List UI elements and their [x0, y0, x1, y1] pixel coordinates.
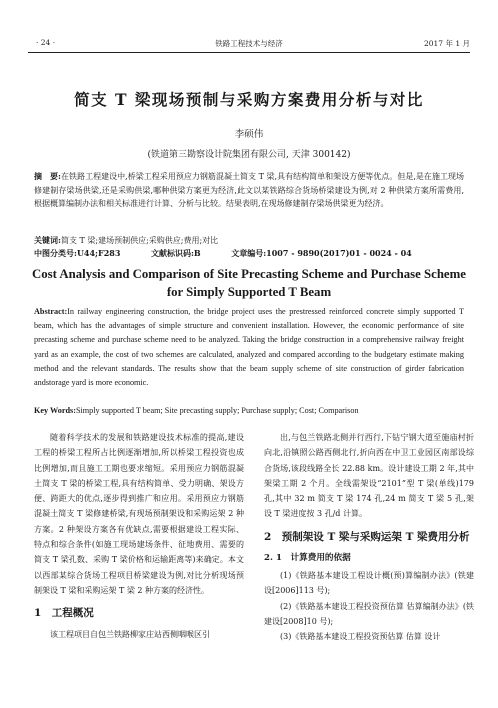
paper-title-cn: 简支 T 梁现场预制与采购方案费用分析与对比 [74, 90, 424, 109]
affiliation: (铁道第三勘察设计院集团有限公司, 天津 300142) [147, 150, 351, 160]
body-right-column [264, 430, 474, 645]
section-2-heading: 2 预制架设 T 梁与采购运架 T 梁费用分析 [264, 530, 470, 543]
keywords-cn-label: 关键词: [34, 235, 61, 245]
paper-title-en: Cost Analysis and Comparison of Site Precasting Scheme and Purchase Scheme for Simply Supported T Beam [32, 267, 466, 299]
abstract-en [34, 305, 464, 390]
abstract-en-label: Abstract: [34, 307, 68, 316]
basis-item: (3)《铁路基本建设工程投资预估算 估算 设计 [280, 632, 441, 642]
header-rule [28, 52, 470, 53]
keywords-en-label: Key Words: [34, 406, 76, 415]
abstract-en-text: In railway engineering construction, the bridge project uses the prestressed reinforced concrete simply supported T beam, which has the advantages of simple structure and convenient installation. However, the economic performance of site precasting scheme and purchase scheme need to be analyzed. Taking the bridge construction in a comprehensive railway freight yard as an example, the cost of two schemes are calculated, analyzed and compared according to the budgetary estimate making method and the relevant standards. The results show that the beam supply scheme of site construction of girder fabrication andstorage yard is more economic. [34, 307, 464, 388]
issue-date: 2017 年 1 月 [423, 39, 470, 48]
author: 李硕伟 [234, 129, 264, 140]
abstract-cn [34, 170, 464, 211]
document-code: 文献标识码:B [150, 248, 201, 258]
article-number: 文章编号:1007 - 9890(2017)01 - 0024 - 04 [231, 248, 412, 258]
body-left-column [34, 430, 244, 643]
intro-paragraph: 随着科学技术的发展和铁路建设技术标准的提高,建设工程的桥梁工程所占比例逐渐增加,所以桥梁工程投资也成比例增加,而且施工工期也要求缩短。采用预应力钢筋混凝土简支 T 梁的桥梁工程,具有结构简单、受力明确、架设方便、跨距大的优点,逐步得到推广和应用。采用预应力钢筋混凝土简支 T 梁修建桥梁,有现场预制架设和采购运架 2 种方案。2 种架设方案各有优缺点,需要根据建设工程实际、特点和综合条件(如施工现场建场条件、征地费用、需要的简支 T 梁孔数、采购 T 梁价格和运输距离等)来确定。本文以西部某综合货场工程项目桥梁建设为例,对比分析现场预制架设 T 梁和采购运架 T 梁 2 种方案的经济性。 [34, 433, 244, 595]
keywords-cn-text: 简支 T 梁;建场预制供应;采购供应;费用;对比 [60, 236, 219, 245]
section-2-1-heading: 2. 1 计算费用的依据 [264, 552, 351, 563]
journal-name: 铁路工程技术与经济 [215, 39, 283, 48]
page-header [28, 38, 470, 52]
section-1-paragraph: 该工程项目自包兰铁路柳家庄站西侧咽喉区引 [50, 630, 210, 640]
classification-line [34, 247, 464, 260]
abstract-cn-label: 摘 要: [34, 171, 62, 181]
section-1-continued: 出,与包兰铁路北侧并行西行,下钻宁钢大道至施庙村折向北,沿镇照公路西侧北行,折向西在中卫工业园区南部设综合货场,该段线路全长 22.88 km。设计建设工期 2 年,其中架梁工期 2 个月。全线需架设“2101”型 T 梁(单线)179 孔,其中 32 m 简支 T 梁 174 孔,24 m 简支 T 梁 5 孔,架设 T 梁进度按 3 孔/d 计算。 [264, 433, 474, 519]
clc-number: 中图分类号:U44;F283 [34, 248, 121, 258]
keywords-cn [34, 234, 464, 247]
page-number: · 24 · [36, 38, 56, 47]
basis-item: (2)《铁路基本建设工程投资预估算 估算编制办法》(铁建设[2008]10 号); [264, 601, 474, 626]
keywords-en [34, 404, 464, 417]
abstract-cn-text: 在铁路工程建设中,桥梁工程采用预应力钢筋混凝土简支 T 梁,具有结构简单和架设方便等优点。但是,是在施工现场修建制存梁场供梁,还是采购供梁,哪种供梁方案更为经济,此文以某铁路综合货场桥梁建设为例,对 2 种供梁方案所需费用,根据概算编制办法和相关标准进行计算、分析与比较。结果表明,在现场修建制存梁场供梁更为经济。 [34, 172, 465, 209]
basis-item: (1)《铁路基本建设工程设计概(预)算编制办法》(铁建设[2006]113 号); [264, 571, 474, 596]
section-1-heading: 1 工程概况 [34, 607, 94, 620]
keywords-en-text: Simply supported T beam; Site precasting supply; Purchase supply; Cost; Comparison [75, 406, 359, 415]
